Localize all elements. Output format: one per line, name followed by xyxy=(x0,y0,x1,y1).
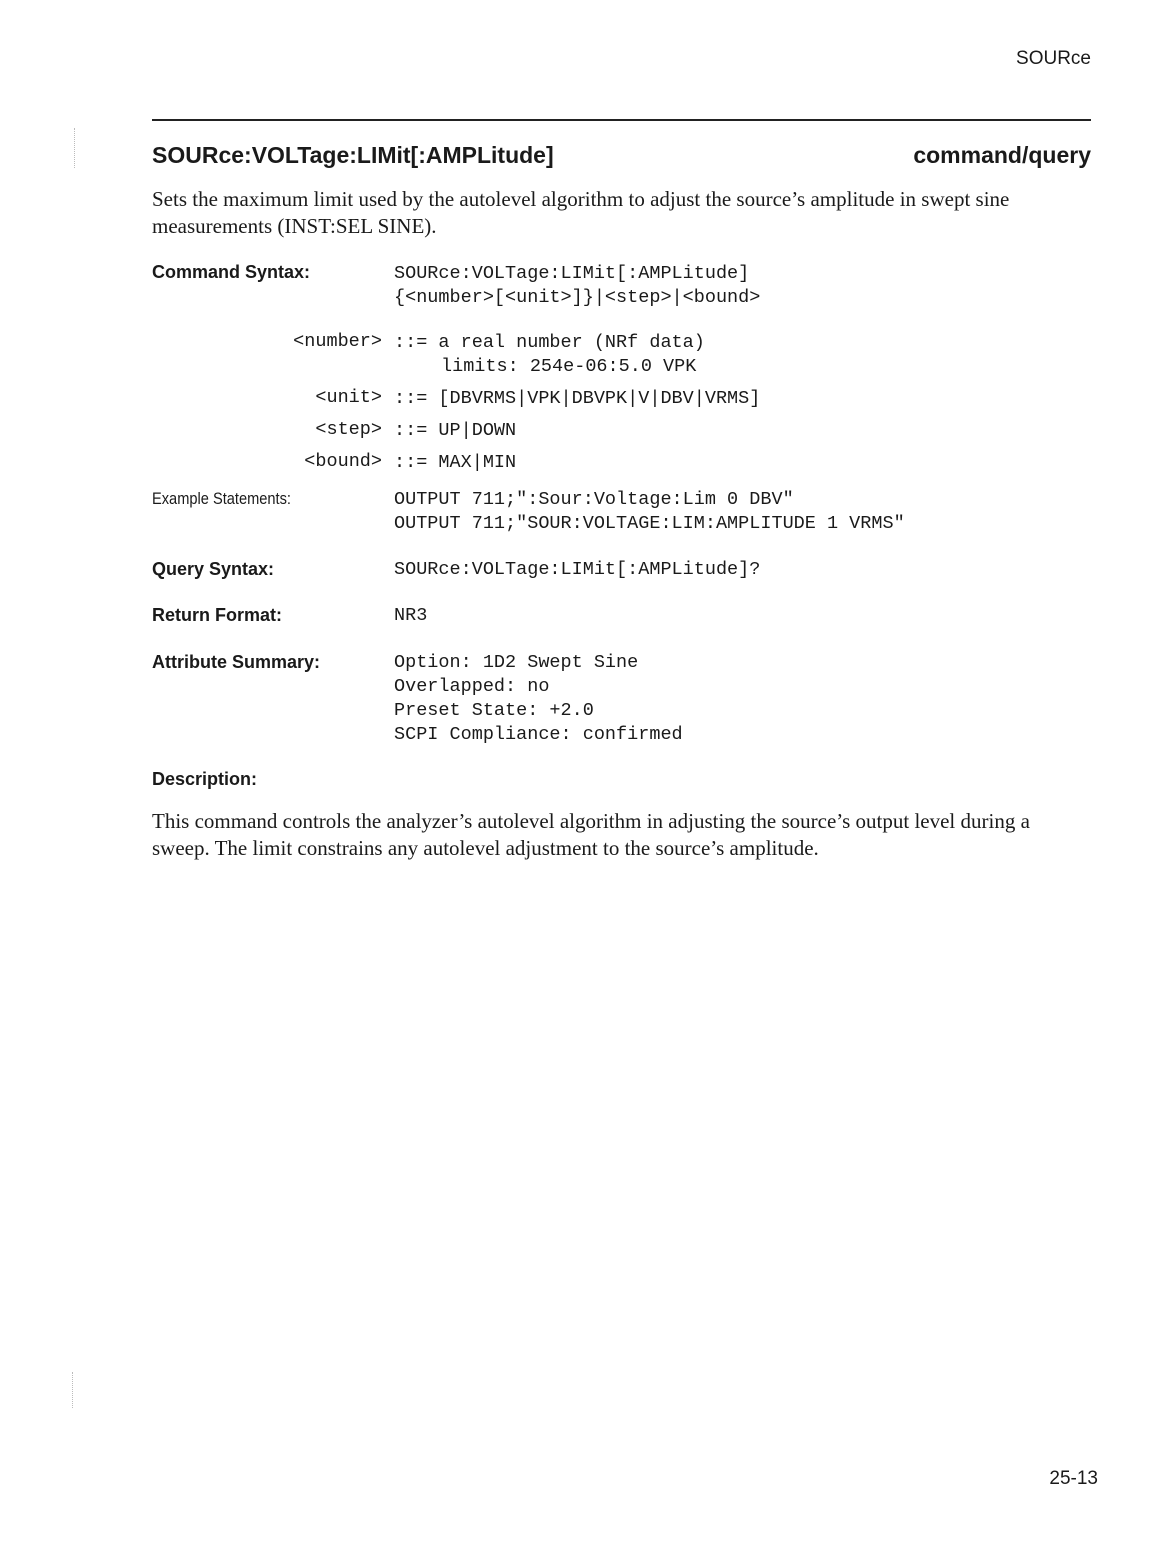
param-def-step: ::= UP|DOWN xyxy=(394,420,517,441)
attribute-line: SCPI Compliance: confirmed xyxy=(394,724,683,745)
param-def-number: ::= a real number (NRf data) xyxy=(394,332,705,353)
command-title: SOURce:VOLTage:LIMit[:AMPLitude] xyxy=(152,142,554,168)
example-statements-label: Example Statements: xyxy=(152,489,291,508)
command-type: command/query xyxy=(913,142,1091,168)
example-line: OUTPUT 711;"SOUR:VOLTAGE:LIM:AMPLITUDE 1 VRMS" xyxy=(394,513,905,534)
attribute-line: Option: 1D2 Swept Sine xyxy=(394,652,639,673)
example-line: OUTPUT 711;":Sour:Voltage:Lim 0 DBV" xyxy=(394,489,794,510)
page-number: 25-13 xyxy=(1049,1468,1098,1489)
return-format-value: NR3 xyxy=(394,605,428,626)
param-name-step: <step> xyxy=(315,419,382,440)
intro-paragraph: Sets the maximum limit used by the autolevel algorithm to adjust the source’s amplitude in swept sine measurements (INST:SEL SINE). xyxy=(152,187,1010,238)
command-syntax-line2: {<number>[<unit>]}|<step>|<bound> xyxy=(394,287,761,308)
header-rule xyxy=(152,119,1091,121)
command-syntax-line1: SOURce:VOLTage:LIMit[:AMPLitude] xyxy=(394,263,750,284)
param-name-number: <number> xyxy=(293,331,382,352)
query-syntax-value: SOURce:VOLTage:LIMit[:AMPLitude]? xyxy=(394,559,761,580)
scan-artifact xyxy=(72,1372,73,1408)
attribute-line: Overlapped: no xyxy=(394,676,550,697)
description-label: Description: xyxy=(152,769,258,789)
attribute-summary-label: Attribute Summary: xyxy=(152,652,321,672)
param-def-bound: ::= MAX|MIN xyxy=(394,452,517,473)
description-paragraph: This command controls the analyzer’s autolevel algorithm in adjusting the source’s output level during a sweep. The limit constrains any autolevel adjustment to the source’s amplitude. xyxy=(152,809,1030,860)
param-name-unit: <unit> xyxy=(315,387,382,408)
query-syntax-label: Query Syntax: xyxy=(152,559,275,579)
param-name-bound: <bound> xyxy=(304,451,382,472)
scan-artifact xyxy=(74,128,75,168)
running-head: SOURce xyxy=(1016,48,1091,69)
attribute-line: Preset State: +2.0 xyxy=(394,700,594,721)
param-limits-number: limits: 254e-06:5.0 VPK xyxy=(441,356,697,377)
return-format-label: Return Format: xyxy=(152,605,282,625)
param-def-unit: ::= [DBVRMS|VPK|DBVPK|V|DBV|VRMS] xyxy=(394,388,761,409)
command-syntax-label: Command Syntax: xyxy=(152,262,311,282)
